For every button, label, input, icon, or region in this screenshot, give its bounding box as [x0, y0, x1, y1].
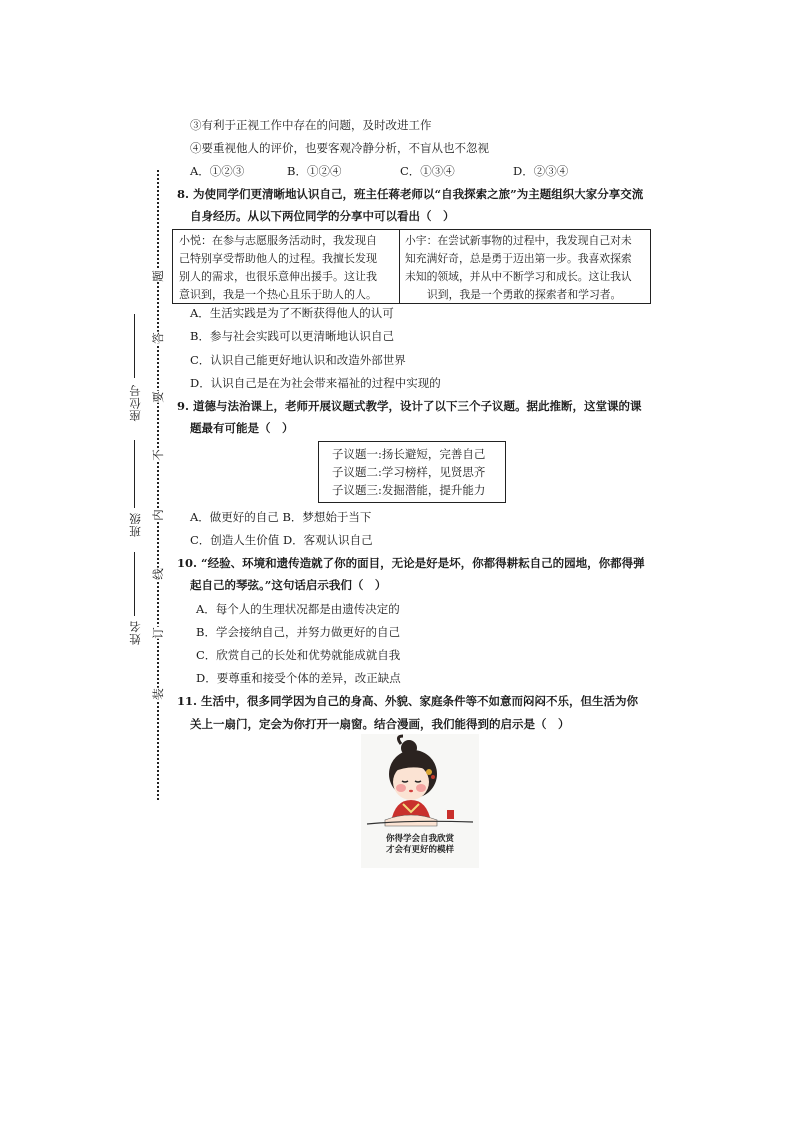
q8-xiaoyu-quote: [405, 232, 632, 304]
q8-choice-d[interactable]: D．认识自己是在为社会带来福祉的过程中实现的: [190, 376, 441, 390]
q8-stem-line1: 8. 为使同学们更清晰地认识自己，班主任蒋老师以“自我探索之旅”为主题组织大家分享交流: [177, 187, 644, 201]
q8-xiaoyue-line: 小悦：在参与志愿服务活动时，我发现自: [179, 234, 377, 247]
q10-choice-c[interactable]: C．欣赏自己的长处和优势就能成就自我: [196, 648, 401, 662]
comic-illustration: [361, 734, 479, 868]
class-label: 班级: [128, 512, 142, 537]
seat-number-label: 座位号: [128, 384, 142, 422]
q10-stem-line2: 起自己的琴弦。”这句话启示我们（ ）: [190, 578, 387, 592]
binding-char: 答: [150, 332, 165, 344]
q8-xiaoyu-line: 小宇：在尝试新事物的过程中，我发现自己对未: [405, 234, 632, 247]
q9-subtopics: [332, 445, 485, 499]
q9-subtopic: 子议题三:发掘潜能，提升能力: [332, 483, 486, 497]
seat-number-blank[interactable]: [134, 314, 136, 378]
q9-subtopic: 子议题二:学习榜样，见贤思齐: [332, 465, 486, 479]
class-blank[interactable]: [134, 440, 136, 508]
q11-stem-line2: 关上一扇门，定会为你打开一扇窗。结合漫画，我们能得到的启示是（ ）: [190, 717, 570, 731]
q9-subtopics-box: [318, 441, 506, 503]
binding-char: 内: [150, 509, 165, 521]
q8-xiaoyue-line: 己特别享受帮助他人的过程。我擅长发现: [179, 252, 377, 265]
comic-caption-line1: 你得学会自我欣赏: [385, 834, 454, 844]
binding-char: 线: [150, 568, 165, 580]
q9-stem-line1: 9. 道德与法治课上，老师开展议题式教学，设计了以下三个子议题。据此推断，这堂课的课: [177, 399, 642, 413]
binding-char: 订: [150, 627, 165, 639]
q7-choice-b[interactable]: B．①②④: [287, 164, 342, 178]
q7-choices: [190, 164, 568, 178]
q10-choice-d[interactable]: D．要尊重和接受个体的差异，改正缺点: [196, 671, 401, 685]
q10-choice-a[interactable]: A．每个人的生理状况都是由遗传决定的: [196, 602, 400, 616]
q8-choice-b[interactable]: B．参与社会实践可以更清晰地认识自己: [190, 329, 394, 343]
q8-stem-line2: 自身经历。从以下两位同学的分享中可以看出（ ）: [190, 209, 455, 223]
q8-xiaoyu-line: 未知的领域，并从中不断学习和成长。这让我认: [405, 270, 632, 283]
q7-choice-d[interactable]: D．②③④: [513, 164, 569, 178]
q8-quote-table: [172, 229, 651, 304]
q8-xiaoyu-line: 知充满好奇，总是勇于迈出第一步。我喜欢探索: [405, 252, 632, 265]
q11-stem-line1: 11. 生活中，很多同学因为自己的身高、外貌、家庭条件等不如意而闷闷不乐，但生活为你: [177, 694, 639, 708]
q9-stem-line2: 题最有可能是（ ）: [190, 421, 294, 435]
binding-char: 不: [150, 449, 165, 461]
q8-choice-a[interactable]: A．生活实践是为了不断获得他人的认可: [190, 306, 394, 320]
q8-xiaoyue-line: 意识到，我是一个热心且乐于助人的人。: [179, 288, 377, 301]
name-label: 姓名: [128, 620, 142, 645]
comic-caption-line2: 才会有更好的模样: [385, 845, 454, 855]
q8-xiaoyue-quote: [179, 232, 377, 304]
q7-choice-a[interactable]: A．①②③: [190, 164, 245, 178]
q7-choice-c[interactable]: C．①③④: [400, 164, 455, 178]
q9-subtopic: 子议题一:扬长避短，完善自己: [332, 447, 486, 461]
binding-dotted-line: [157, 170, 159, 800]
q8-xiaoyu-line: 识到，我是一个勇敢的探索者和学习者。: [427, 288, 622, 301]
binding-char: 要: [150, 391, 165, 403]
binding-char: 装: [150, 688, 165, 700]
q8-table-divider: [399, 230, 400, 303]
comic-caption: [361, 834, 479, 856]
q8-xiaoyue-line: 别人的需求，也很乐意伸出援手。这让我: [179, 270, 377, 283]
q10-choice-b[interactable]: B．学会接纳自己，并努力做更好的自己: [196, 625, 400, 639]
q10-stem-line1: 10. “经验、环境和遗传造就了你的面目，无论是好是坏，你都得耕耘自己的园地，你都得弹: [177, 556, 645, 570]
q7-option-3: ③有利于正视工作中存在的问题，及时改进工作: [190, 118, 432, 132]
q7-option-4: ④要重视他人的评价，也要客观冷静分析，不盲从也不忽视: [190, 141, 489, 155]
q8-choice-c[interactable]: C．认识自己能更好地认识和改造外部世界: [190, 353, 406, 367]
binding-char: 题: [150, 270, 165, 282]
q9-choices-row2[interactable]: C．创造人生价值 D．客观认识自己: [190, 533, 373, 547]
name-blank[interactable]: [134, 552, 136, 616]
q9-choices-row1[interactable]: A．做更好的自己 B．梦想始于当下: [190, 510, 372, 524]
